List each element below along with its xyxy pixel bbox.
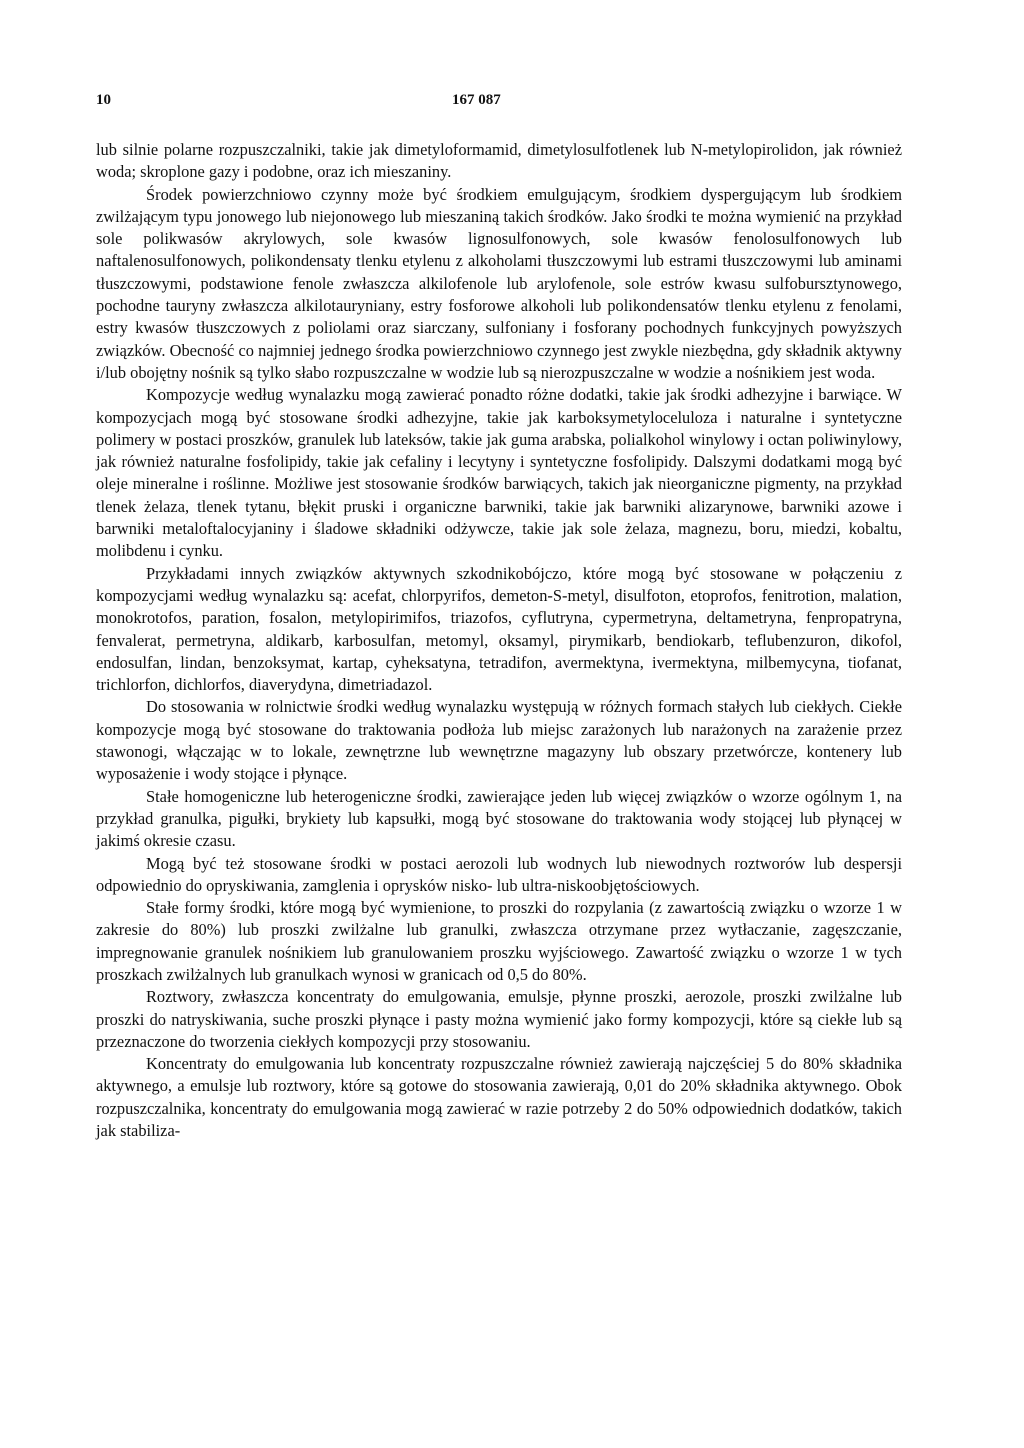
- paragraph: Do stosowania w rolnictwie środki według wynalazku występują w różnych formach stałych lub ciekłych. Ciekłe kompozycje mogą być stosowane do traktowania podłoża lub miejsc zarażonych lub narażonych na zarażenie przez stawonogi, włączając w to lokale, zewnętrzne lub wewnętrzne magazyny lub obszary przetwórcze, kontenery lub wyposażenie i wody stojące i płynące.: [96, 697, 902, 784]
- patent-number: 167 087: [452, 92, 501, 108]
- paragraph: Roztwory, zwłaszcza koncentraty do emulgowania, emulsje, płynne proszki, aerozole, proszki zwilżalne lub proszki do natryskiwania, suche proszki płynące i pasty można wymienić jako formy kompozycji, które są ciekłe lub są przeznaczone do tworzenia ciekłych kompozycji przy stosowaniu.: [96, 987, 902, 1051]
- paragraph: Środek powierzchniowo czynny może być środkiem emulgującym, środkiem dyspergującym lub środkiem zwilżającym typu jonowego lub niejonowego lub mieszaniną takich środków. Jako środki te można wymienić na przykład sole polikwasów akrylowych, sole kwasów lignosulfonowych, sole kwasów fenolosulfonowych lub naftalenosulfonowych, polikondensaty tlenku etylenu z alkoholami tłuszczowymi lub estrami tłuszczowymi lub aminami tłuszczowymi, podstawione fenole zwłaszcza alkilofenole lub arylofenole, sole estrów kwasu sulfobursztynowego, pochodne tauryny zwłaszcza alkilotauryniany, estry fosforowe alkoholi lub polikondensatów tlenku etylenu z fenolami, estry kwasów tłuszczowych z poliolami oraz siarczany, sulfoniany i fosforany pochodnych funkcyjnych powyższych związków. Obecność co najmniej jednego środka powierzchniowo czynnego jest zwykle niezbędna, gdy składnik aktywny i/lub obojętny nośnik są tylko słabo rozpuszczalne w wodzie lub są nierozpuszczalne w wodzie a nośnikiem jest woda.: [96, 184, 902, 382]
- paragraph: Mogą być też stosowane środki w postaci aerozoli lub wodnych lub niewodnych roztworów lub despersji odpowiednio do opryskiwania, zamglenia i oprysków nisko- lub ultra-niskoobjętościowych.: [96, 853, 902, 895]
- paragraph: Przykładami innych związków aktywnych szkodnikobójczo, które mogą być stosowane w połączeniu z kompozycjami według wynalazku są: acefat, chlorpyrifos, demeton-S-metyl, disulfoton, etoprofos, fenitrotion, malation, monokrotofos, paration, fosalon, metylopirimifos, triazofos, cyflutryna, cypermetryna, deltametryna, fenpropatryna, fenvalerat, permetryna, aldikarb, karbosulfan, metomyl, oksamyl, pirymikarb, bendiokarb, teflubenzuron, dikofol, endosulfan, lindan, benzoksymat, kartap, cyheksatyna, tetradifon, avermektyna, ivermektyna, milbemycyna, tiofanat, trichlorfon, dichlorfos, diaverydyna, dimetriadazol.: [96, 563, 902, 695]
- page-number: 10: [96, 92, 111, 108]
- paragraph: lub silnie polarne rozpuszczalniki, takie jak dimetyloformamid, dimetylosulfotlenek lub N-metylopirolidon, jak również woda; skroplone gazy i podobne, oraz ich mieszaniny.: [96, 140, 902, 182]
- page-header: [96, 92, 902, 114]
- paragraph: Stałe homogeniczne lub heterogeniczne środki, zawierające jeden lub więcej związków o wzorze ogólnym 1, na przykład granulka, pigułki, brykiety lub kapsułki, mogą być stosowane do traktowania wody stojącej lub płynącej w jakimś okresie czasu.: [96, 786, 902, 851]
- body-text: [96, 139, 902, 1142]
- paragraph: Stałe formy środki, które mogą być wymienione, to proszki do rozpylania (z zawartością związku o wzorze 1 w zakresie do 80%) lub proszki zwilżalne lub granulki, zwłaszcza otrzymane przez wytłaczanie, zagęszczanie, impregnowanie granulek nośnikiem lub granulowaniem proszku wyjściowego. Zawartość związku o wzorze 1 w tych proszkach zwilżalnych lub granulkach wynosi w granicach od 0,5 do 80%.: [96, 898, 902, 984]
- paragraph: Koncentraty do emulgowania lub koncentraty rozpuszczalne również zawierają najczęściej 5 do 80% składnika aktywnego, a emulsje lub roztwory, które są gotowe do stosowania zawierają, 0,01 do 20% składnika aktywnego. Obok rozpuszczalnika, koncentraty do emulgowania mogą zawierać w razie potrzeby 2 do 50% odpowiednich dodatków, takich jak stabiliza-: [96, 1054, 902, 1141]
- paragraph: Kompozycje według wynalazku mogą zawierać ponadto różne dodatki, takie jak środki adhezyjne i barwiące. W kompozycjach mogą być stosowane środki adhezyjne, takie jak karboksymetyloceluloza i naturalne i syntetyczne polimery w postaci proszków, granulek lub lateksów, takie jak guma arabska, polialkohol winylowy i octan poliwinylowy, jak również naturalne fosfolipidy, takie jak cefaliny i lecytyny i syntetyczne fosfolipidy. Dalszymi dodatkami mogą być oleje mineralne i roślinne. Możliwe jest stosowanie środków barwiących, takich jak nieorganiczne pigmenty, na przykład tlenek żelaza, tlenek tytanu, błękit pruski i organiczne barwniki, takie jak barwniki alizarynowe, barwniki azowe i barwniki metaloftalocyjaniny i śladowe składniki odżywcze, takie jak sole żelaza, magnezu, boru, miedzi, kobaltu, molibdenu i cynku.: [96, 385, 902, 561]
